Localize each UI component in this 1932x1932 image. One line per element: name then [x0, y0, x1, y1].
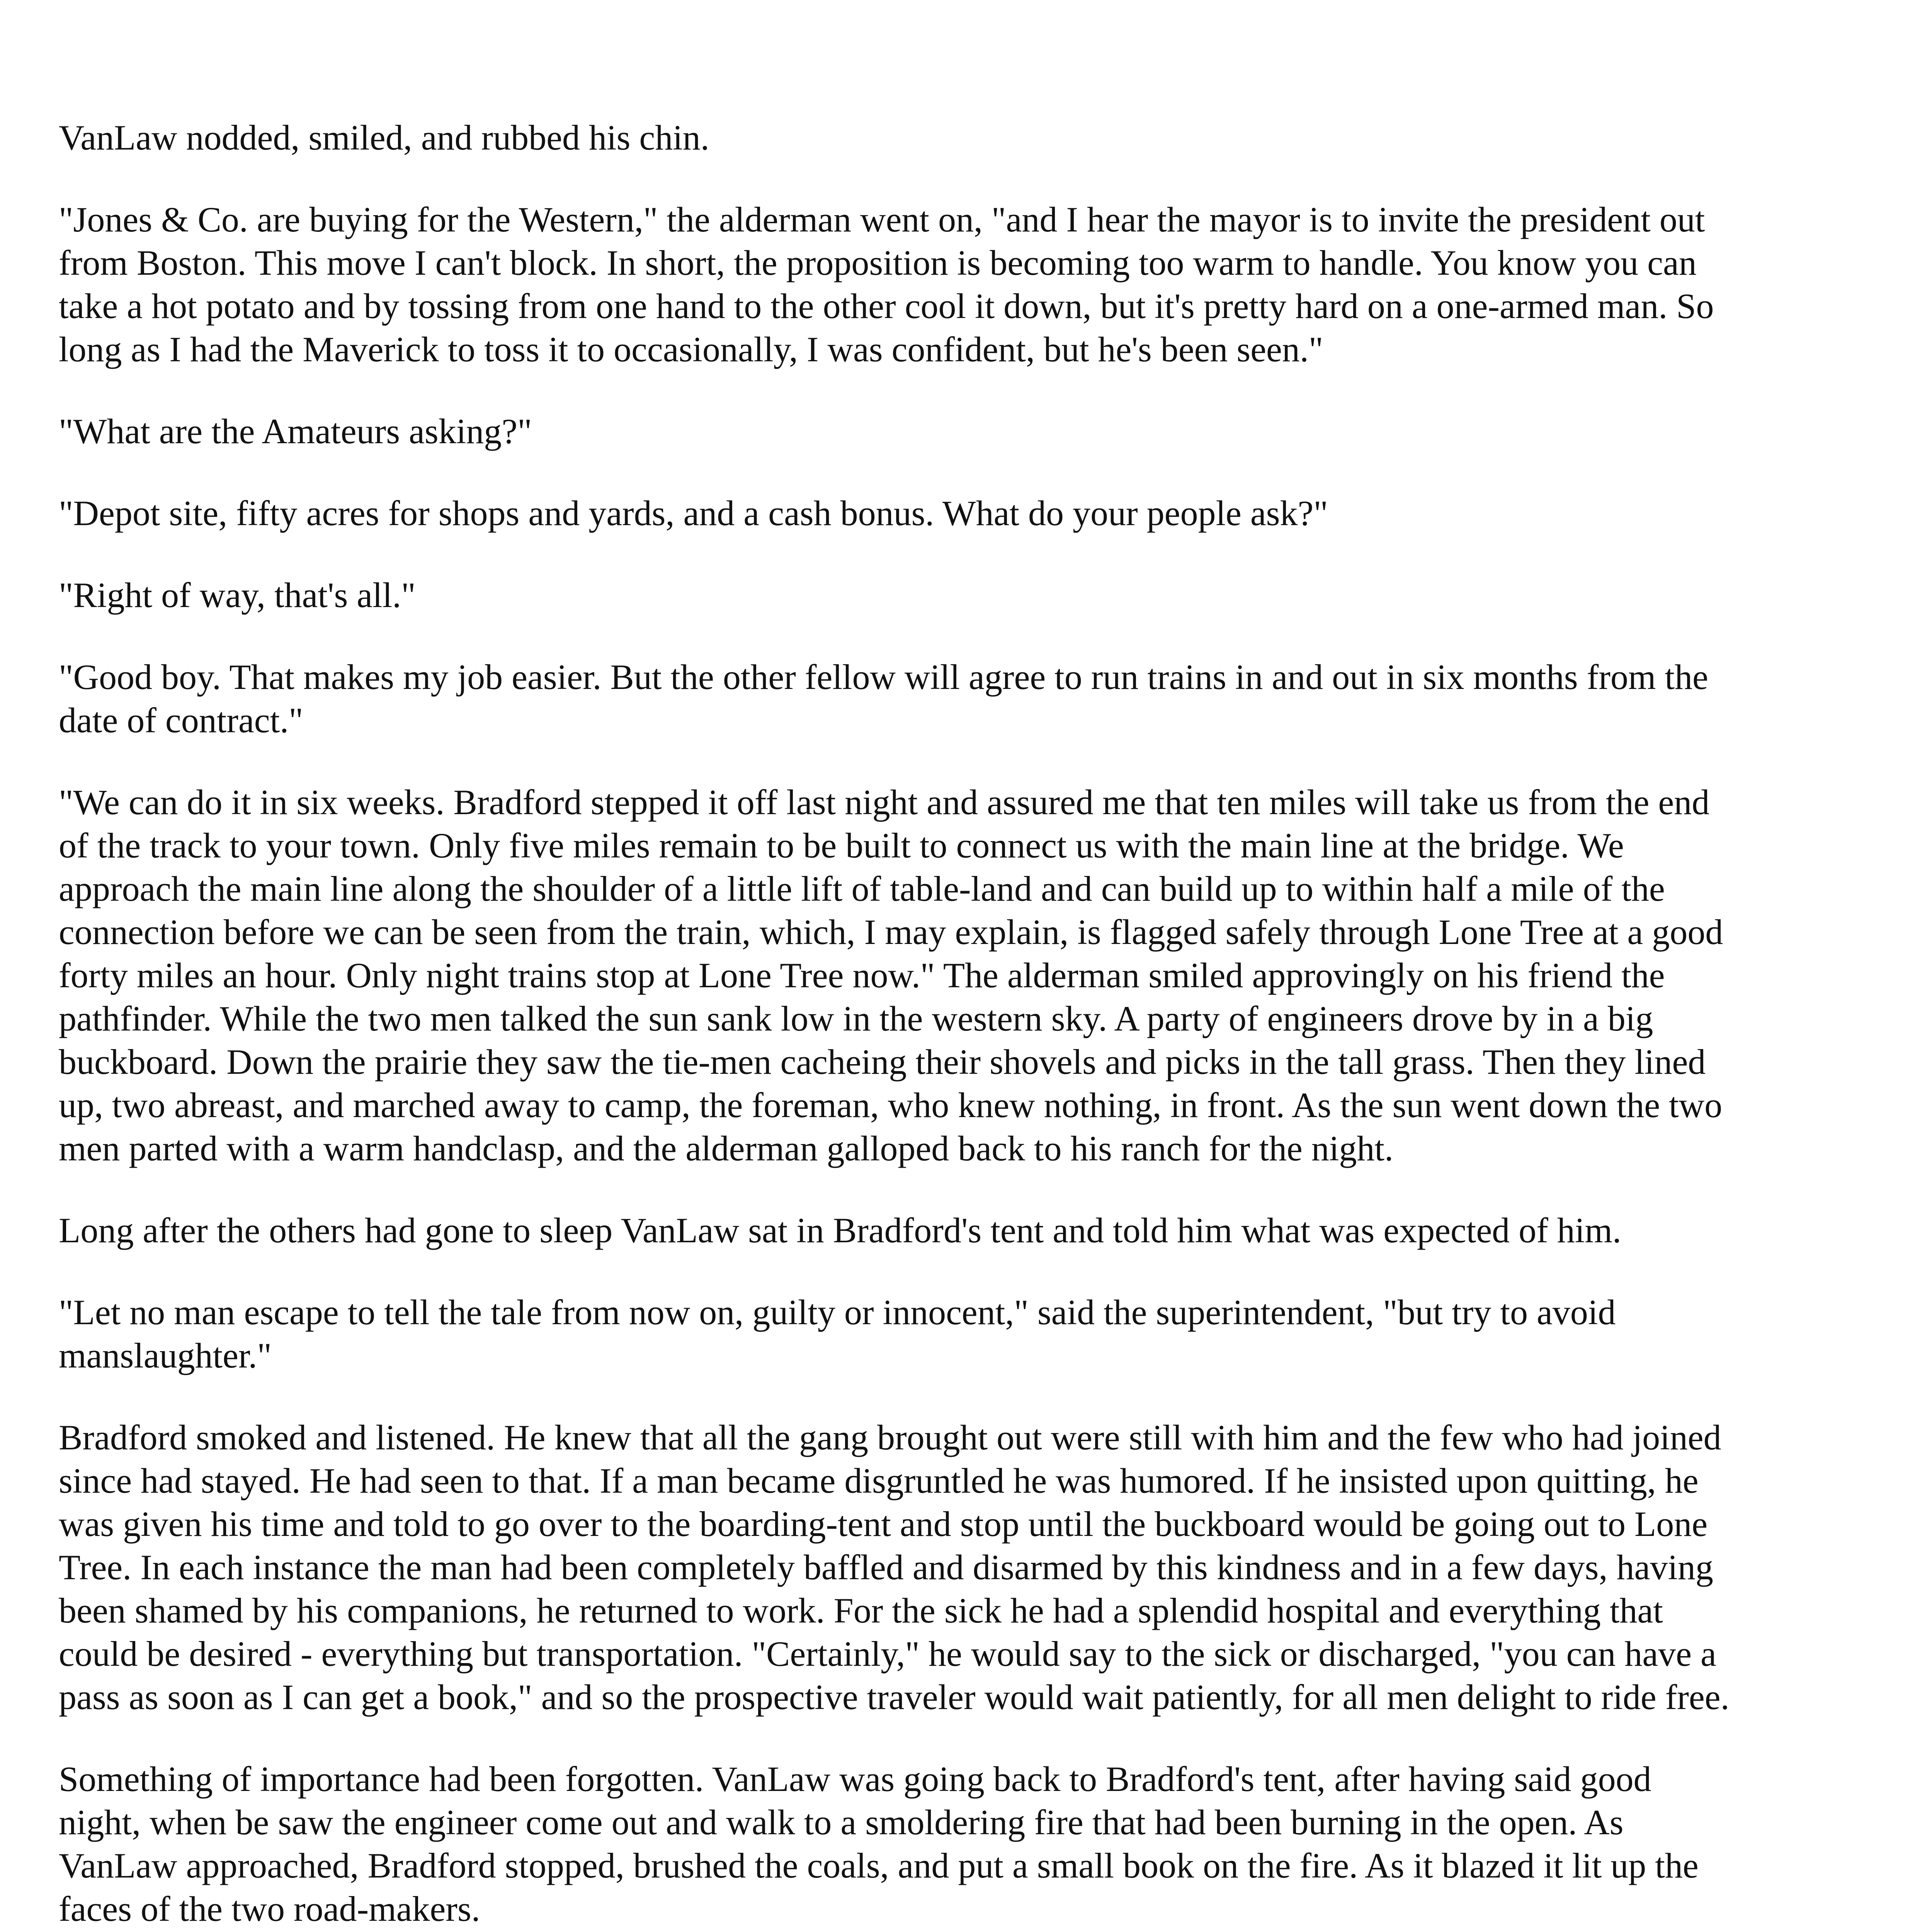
paragraph-8: Long after the others had gone to sleep VanLaw sat in Bradford's tent and told him what was expected of him. — [59, 1211, 1621, 1250]
paragraph-3: "What are the Amateurs asking?" — [59, 412, 532, 451]
paragraph-9: "Let no man escape to tell the tale from now on, guilty or innocent," said the superintendent, "but try to avoid manslaughter." — [59, 1293, 1616, 1375]
paragraph-2: "Jones & Co. are buying for the Western," the alderman went on, "and I hear the mayor is to invite the president out from Boston. This move I can't block. In short, the proposition is becoming too warm to handle. You know you can take a hot potato and by tossing from one hand to the other cool it down, but it's pretty hard on a one-armed man. So long as I had the Maverick to toss it to occasionally, I was confident, but he's been seen." — [59, 200, 1714, 369]
paragraph-11: Something of importance had been forgotten. VanLaw was going back to Bradford's tent, after having said good night, when be saw the engineer come out and walk to a smoldering fire that had been burning in the open. As VanLaw approached, Bradford stopped, brushed the coals, and put a small book on the fire. As it blazed it lit up the faces of the two road-makers. — [59, 1759, 1699, 1929]
paragraph-1: VanLaw nodded, smiled, and rubbed his chin. — [59, 118, 709, 157]
paragraph-10: Bradford smoked and listened. He knew that all the gang brought out were still with him and the few who had joined since had stayed. He had seen to that. If a man became disgruntled he was humored. If he insisted upon quitting, he was given his time and told to go over to the boarding-tent and stop until the buckboard would be going out to Lone Tree. In each instance the man had been completely baffled and disarmed by this kindness and in a few days, having been shamed by his companions, he returned to work. For the sick he had a splendid hospital and everything that could be desired - everything but transportation. "Certainly," he would say to the sick or discharged, "you can have a pass as soon as I can get a book," and so the prospective traveler would wait patiently, for all men delight to ride free. — [59, 1418, 1730, 1717]
paragraph-5: "Right of way, that's all." — [59, 575, 416, 615]
story-text — [59, 116, 1732, 1932]
paragraph-4: "Depot site, fifty acres for shops and yards, and a cash bonus. What do your people ask?" — [59, 493, 1328, 533]
paragraph-6: "Good boy. That makes my job easier. But the other fellow will agree to run trains in and out in six months from the date of contract." — [59, 657, 1708, 740]
paragraph-7: "We can do it in six weeks. Bradford stepped it off last night and assured me that ten miles will take us from the end of the track to your town. Only five miles remain to be built to connect us with the main line at the bridge. We approach the main line along the shoulder of a little lift of table-land and can build up to within half a mile of the connection before we can be seen from the train, which, I may explain, is flagged safely through Lone Tree at a good forty miles an hour. Only night trains stop at Lone Tree now." The alderman smiled approvingly on his friend the pathfinder. While the two men talked the sun sank low in the western sky. A party of engineers drove by in a big buckboard. Down the prairie they saw the tie-men cacheing their shovels and picks in the tall grass. Then they lined up, two abreast, and marched away to camp, the foreman, who knew nothing, in front. As the sun went down the two men parted with a warm handclasp, and the alderman galloped back to his ranch for the night. — [59, 782, 1723, 1168]
